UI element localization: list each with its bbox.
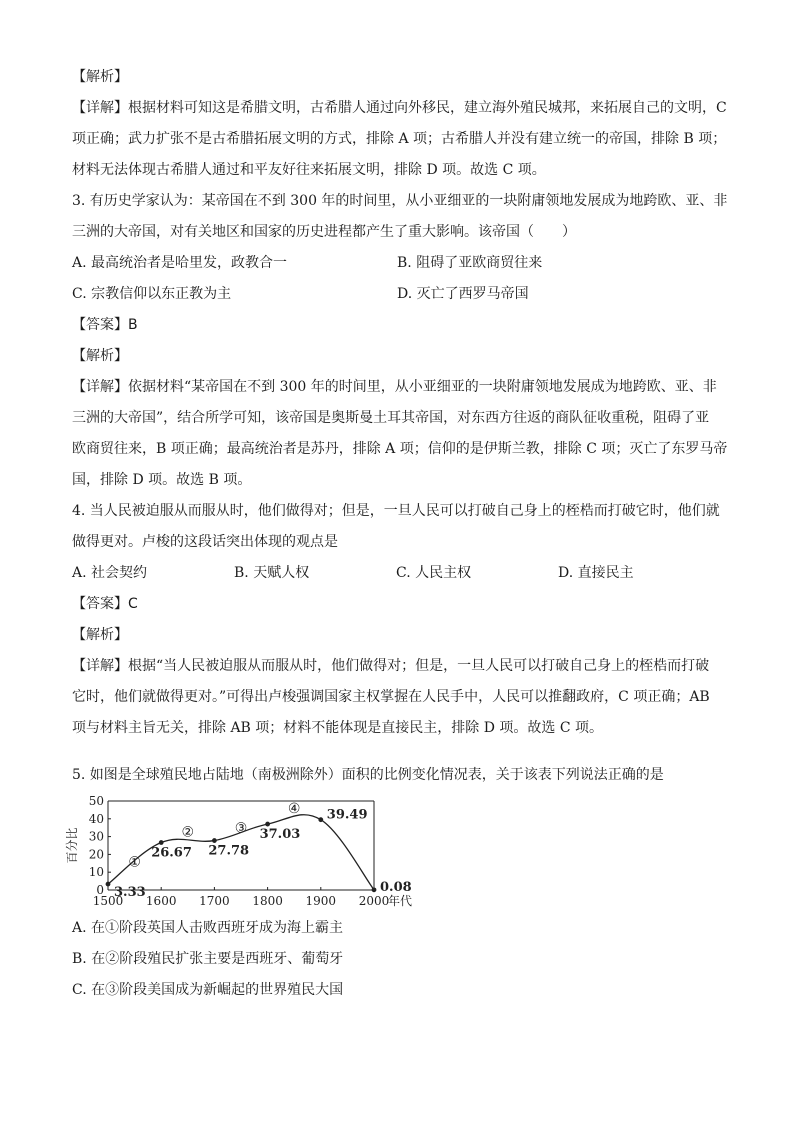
- data-point: [106, 882, 111, 887]
- q4-stem-line: 做得更对。卢梭的这段话突出体现的观点是: [72, 534, 338, 550]
- q4-answer: 【答案】C: [72, 596, 138, 612]
- x-tick-label: 1700: [199, 894, 230, 908]
- q4-detail-line: 它时，他们就做得更对。”可得出卢梭强调国家主权掌握在人民手中，人民可以推翻政府，C 项正确；AB: [72, 689, 710, 705]
- data-label: 39.49: [326, 807, 368, 823]
- stage-marker: ①: [128, 854, 141, 871]
- q4-option-d: D. 直接民主: [558, 565, 634, 581]
- q5-option-c: C. 在③阶段美国成为新崛起的世界殖民大国: [72, 982, 344, 998]
- y-tick-label: 10: [88, 865, 104, 880]
- q2-analysis-tag: 【解析】: [72, 69, 128, 85]
- q3-option-a: A. 最高统治者是哈里发，政教合一: [72, 255, 288, 271]
- colony-chart: [65, 793, 413, 913]
- q3-detail-line: 国，排除 D 项。故选 B 项。: [72, 472, 252, 488]
- x-tick-label: 2000: [358, 894, 390, 908]
- q5-stem: 5. 如图是全球殖民地占陆地（南极洲除外）面积的比例变化情况表，关于该表下列说法正确的是: [72, 767, 664, 783]
- x-axis-label: 年代: [388, 894, 413, 908]
- data-point: [265, 822, 270, 827]
- q5-option-b: B. 在②阶段殖民扩张主要是西班牙、葡萄牙: [72, 951, 344, 967]
- q2-detail-line: 【详解】根据材料可知这是希腊文明，古希腊人通过向外移民，建立海外殖民城邦，来拓展自己的文明，C: [72, 100, 727, 116]
- x-tick-label: 1600: [145, 894, 177, 908]
- q3-stem-line: 3. 有历史学家认为：某帝国在不到 300 年的时间里，从小亚细亚的一块附庸领地发展成为地跨欧、亚、非: [72, 193, 728, 209]
- q3-option-c: C. 宗教信仰以东正教为主: [72, 286, 232, 302]
- q4-option-b: B. 天赋人权: [234, 565, 310, 581]
- q3-analysis-tag: 【解析】: [72, 348, 128, 364]
- q2-detail-line: 材料无法体现古希腊人通过和平友好往来拓展文明，排除 D 项。故选 C 项。: [72, 162, 546, 178]
- stage-marker: ②: [181, 824, 195, 841]
- data-label: 3.33: [114, 885, 146, 901]
- q3-option-b: B. 阻碍了亚欧商贸往来: [397, 255, 543, 271]
- q3-detail-line: 欧商贸往来，B 项正确；最高统治者是苏丹，排除 A 项；信仰的是伊斯兰教，排除 C 项；灭亡了东罗马帝: [72, 441, 728, 457]
- q3-detail-line: 【详解】依据材料“某帝国在不到 300 年的时间里，从小亚细亚的一块附庸领地发展成为地跨欧、亚、非: [72, 379, 717, 395]
- y-tick-label: 40: [88, 811, 104, 826]
- q3-detail-line: 三洲的大帝国”，结合所学可知，该帝国是奥斯曼土耳其帝国，对东西方往返的商队征收重税，阻碍了亚: [72, 410, 710, 426]
- q4-option-c: C. 人民主权: [396, 565, 472, 581]
- data-label: 0.08: [380, 879, 412, 895]
- y-tick-label: 0: [96, 883, 104, 897]
- q3-option-d: D. 灭亡了西罗马帝国: [397, 286, 529, 302]
- y-tick-label: 20: [88, 847, 104, 862]
- chart-labels: [64, 794, 412, 908]
- q4-stem-line: 4. 当人民被迫服从而服从时，他们做得对；但是，一旦人民可以打破自己身上的桎梏而打破它时，他们就: [72, 503, 720, 519]
- data-label: 27.78: [208, 843, 250, 859]
- stage-marker: ③: [234, 820, 248, 837]
- y-axis-label: 百分比: [65, 827, 79, 864]
- q2-detail-line: 项正确；武力扩张不是古希腊拓展文明的方式，排除 A 项；古希腊人并没有建立统一的帝国，排除 B 项；: [72, 131, 727, 147]
- exam-page: [65, 62, 728, 1006]
- x-tick-label: 1800: [252, 894, 283, 908]
- q3-stem-line: 三洲的大帝国，对有关地区和国家的历史进程都产生了重大影响。该帝国（ ）: [72, 224, 576, 240]
- colony-chart-svg: [65, 793, 413, 913]
- y-tick-label: 50: [88, 794, 104, 808]
- data-point: [159, 840, 164, 845]
- stage-marker: ④: [287, 801, 301, 818]
- q4-analysis-tag: 【解析】: [72, 627, 128, 643]
- q3-options-row: [72, 248, 722, 279]
- q3-answer: 【答案】B: [72, 317, 138, 333]
- y-tick-label: 30: [88, 829, 104, 844]
- q3-options-row: [72, 279, 722, 310]
- q4-option-a: A. 社会契约: [72, 565, 148, 581]
- data-label: 37.03: [259, 827, 301, 843]
- q4-detail-line: 项与材料主旨无关，排除 AB 项；材料不能体现是直接民主，排除 D 项。故选 C 项。: [72, 720, 604, 736]
- q4-detail-line: 【详解】根据“当人民被迫服从而服从时，他们做得对；但是，一旦人民可以打破自己身上的桎梏而打破: [72, 658, 710, 674]
- data-label: 26.67: [151, 845, 192, 861]
- q5-option-a: A. 在①阶段英国人击败西班牙成为海上霸主: [72, 920, 344, 936]
- x-tick-label: 1500: [92, 894, 124, 908]
- x-tick-label: 1900: [305, 894, 337, 908]
- q4-options-row: [72, 558, 722, 589]
- data-point: [318, 817, 323, 822]
- data-point: [372, 887, 377, 892]
- data-point: [212, 838, 217, 843]
